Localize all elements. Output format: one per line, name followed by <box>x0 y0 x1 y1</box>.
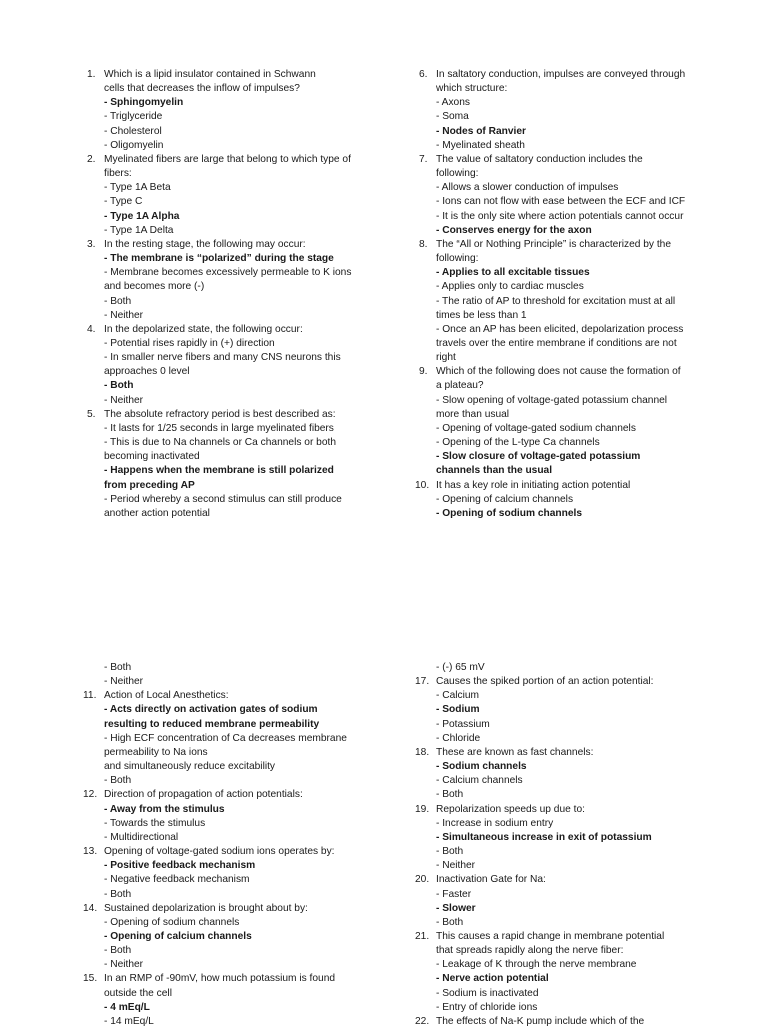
answer-option: - Triglyceride <box>104 111 163 123</box>
answer-option: - Opening of voltage-gated sodium channels <box>436 422 636 434</box>
answer-option: - Oligomyelin <box>104 139 164 151</box>
question-text: Inactivation Gate for Na: <box>436 874 546 886</box>
question-text: Action of Local Anesthetics: <box>104 690 229 702</box>
question-text: Causes the spiked portion of an action potential: <box>436 676 654 688</box>
answer-option: - Both <box>104 775 132 787</box>
answer-option-correct: - Opening of calcium channels <box>104 930 252 942</box>
answer-option: - Myelinated sheath <box>436 139 525 151</box>
answer-option: - Increase in sodium entry <box>436 817 554 829</box>
question-text: following: <box>436 253 479 265</box>
answer-option: - Period whereby a second stimulus can still produce <box>104 493 342 505</box>
answer-option: - Allows a slower conduction of impulses <box>436 182 619 194</box>
question-text: cells that decreases the inflow of impulses? <box>104 83 300 95</box>
question-item <box>83 972 387 1029</box>
question-text: In an RMP of -90mV, how much potassium is found <box>104 973 336 985</box>
answer-option: - Slow opening of voltage-gated potassium channel <box>436 394 668 406</box>
question-item <box>415 675 719 746</box>
answer-option: - In smaller nerve fibers and many CNS neurons this <box>104 352 341 364</box>
answer-option: - Both <box>104 295 132 307</box>
answer-option: another action potential <box>104 507 210 519</box>
question-number: 1. <box>87 69 96 80</box>
question-item <box>83 845 387 902</box>
answer-option-correct: - Away from the stimulus <box>104 803 225 815</box>
question-text: Myelinated fibers are large that belong to which type of <box>104 153 351 165</box>
question-number: 4. <box>87 323 96 335</box>
answer-option: - Faster <box>436 888 472 900</box>
question-text: In the resting stage, the following may occur: <box>104 238 306 250</box>
answer-option: - Opening of sodium channels <box>104 916 240 928</box>
answer-option: - Ions can not flow with ease between the ECF and ICF <box>436 196 686 208</box>
answer-option: - Potassium <box>436 718 490 730</box>
question-item <box>83 788 387 845</box>
question-text: In the depolarized state, the following occur: <box>104 323 303 335</box>
question-text: The “All or Nothing Principle” is characterized by the <box>436 238 671 250</box>
column-bottom-left <box>83 661 387 1029</box>
answer-option: - Both <box>104 945 132 957</box>
answer-option: - Both <box>436 789 464 801</box>
answer-option-correct: - The membrane is “polarized” during the stage <box>104 253 334 265</box>
answer-option-correct: resulting to reduced membrane permeability <box>104 718 320 730</box>
answer-option: - The ratio of AP to threshold for excitation must at all <box>436 295 676 307</box>
question-number: 5. <box>87 408 96 420</box>
answer-option: - Both <box>104 888 132 900</box>
question-text: The effects of Na-K pump include which of the <box>436 1015 645 1027</box>
answer-option: - High ECF concentration of Ca decreases membrane <box>104 732 347 744</box>
answer-option: - Neither <box>104 959 144 971</box>
question-item <box>415 746 719 803</box>
answer-option: - 14 mEq/L <box>104 1015 154 1027</box>
answer-option: - Sodium is inactivated <box>436 987 539 999</box>
answer-option-correct: - Slow closure of voltage-gated potassium <box>436 451 641 463</box>
answer-option: approaches 0 level <box>104 366 190 378</box>
answer-option-correct: - Type 1A Alpha <box>104 210 180 222</box>
question-item <box>419 238 719 365</box>
question-number: 6. <box>419 69 428 80</box>
question-item <box>87 323 387 408</box>
answer-option-correct: - Applies to all excitable tissues <box>436 267 590 279</box>
question-item <box>415 930 719 1015</box>
question-text: that spreads rapidly along the nerve fiber: <box>436 945 624 957</box>
question-text: This causes a rapid change in membrane potential <box>436 930 665 942</box>
question-number: 9. <box>419 366 428 378</box>
question-item <box>87 68 387 153</box>
question-number: 22. <box>415 1015 430 1027</box>
question-number: 10. <box>415 479 430 491</box>
answer-option: becoming inactivated <box>104 451 200 463</box>
answer-option-correct: from preceding AP <box>104 479 195 491</box>
question-item <box>87 238 387 323</box>
answer-option: - Neither <box>436 860 476 872</box>
answer-option-correct: - Positive feedback mechanism <box>104 860 256 872</box>
answer-option-correct: - Both <box>104 380 134 392</box>
question-text: outside the cell <box>104 987 172 999</box>
answer-option: - It is the only site where action potentials cannot occur <box>436 210 684 222</box>
answer-option: - Negative feedback mechanism <box>104 874 250 886</box>
question-text: a plateau? <box>436 380 484 392</box>
question-text: The absolute refractory period is best described as: <box>104 408 336 420</box>
answer-option-correct: - Opening of sodium channels <box>436 507 583 519</box>
answer-option: and simultaneously reduce excitability <box>104 761 276 773</box>
answer-option: right <box>436 352 456 364</box>
question-item <box>87 153 387 238</box>
answer-option-correct: - Simultaneous increase in exit of potassium <box>436 831 652 843</box>
answer-option: - Applies only to cardiac muscles <box>436 281 584 293</box>
question-text: following: <box>436 168 479 180</box>
question-text: The value of saltatory conduction includes the <box>436 153 643 165</box>
answer-option: - Both <box>436 846 464 858</box>
question-number: 8. <box>419 238 428 250</box>
answer-option: - Membrane becomes excessively permeable to K ions <box>104 267 352 279</box>
question-text: Repolarization speeds up due to: <box>436 803 585 815</box>
question-item <box>419 153 719 238</box>
question-item <box>415 1015 719 1029</box>
answer-option-correct: - Sphingomyelin <box>104 97 184 109</box>
answer-option: - Leakage of K through the nerve membrane <box>436 959 637 971</box>
question-item <box>415 873 719 930</box>
answer-option: - Multidirectional <box>104 831 179 843</box>
question-item <box>83 689 387 788</box>
question-text: Direction of propagation of action potentials: <box>104 789 303 801</box>
question-number: 2. <box>87 153 96 165</box>
answer-option: permeability to Na ions <box>104 746 208 758</box>
answer-option: travels over the entire membrane if conditions are not <box>436 337 677 349</box>
question-number: 3. <box>87 238 96 250</box>
question-text: Sustained depolarization is brought about by: <box>104 902 308 914</box>
answer-option: - Calcium <box>436 690 480 702</box>
answer-option-correct: - Conserves energy for the axon <box>436 224 592 236</box>
question-item <box>419 68 719 153</box>
answer-option: - This is due to Na channels or Ca channels or both <box>104 437 336 449</box>
question-text: These are known as fast channels: <box>436 746 594 758</box>
question-text: Which is a lipid insulator contained in Schwann <box>104 69 316 80</box>
answer-option: - Neither <box>104 309 144 321</box>
question-number: 17. <box>415 676 430 688</box>
answer-option-correct: - Acts directly on activation gates of sodium <box>104 704 318 716</box>
answer-option: and becomes more (-) <box>104 281 205 293</box>
answer-option: - Potential rises rapidly in (+) direction <box>104 337 275 349</box>
continued-option: - (-) 65 mV <box>436 662 485 673</box>
question-text: which structure: <box>436 83 508 95</box>
question-item <box>83 902 387 973</box>
answer-option: times be less than 1 <box>436 309 527 321</box>
answer-option: - Type C <box>104 196 143 208</box>
question-number: 19. <box>415 803 430 815</box>
question-text: In saltatory conduction, impulses are conveyed through <box>436 69 686 80</box>
continued-option: - Both <box>104 662 132 673</box>
answer-option: - Both <box>436 916 464 928</box>
question-item <box>419 365 719 478</box>
question-item <box>415 803 719 874</box>
answer-option: - Axons <box>436 97 470 109</box>
question-text: fibers: <box>104 168 132 180</box>
question-number: 20. <box>415 874 430 886</box>
column-bottom-right <box>415 661 719 1029</box>
answer-option: - Type 1A Delta <box>104 224 174 236</box>
question-number: 15. <box>83 973 98 985</box>
continued-option: - Neither <box>104 676 144 688</box>
answer-option-correct: - Happens when the membrane is still polarized <box>104 465 334 477</box>
question-text: Opening of voltage-gated sodium ions operates by: <box>104 846 335 858</box>
answer-option-correct: - 4 mEq/L <box>104 1001 150 1013</box>
answer-option: - Chloride <box>436 732 481 744</box>
answer-option: - It lasts for 1/25 seconds in large myelinated fibers <box>104 422 334 434</box>
answer-option: - Towards the stimulus <box>104 817 206 829</box>
question-number: 14. <box>83 902 98 914</box>
answer-option-correct: - Slower <box>436 902 476 914</box>
question-number: 18. <box>415 746 430 758</box>
answer-option: - Cholesterol <box>104 125 162 137</box>
question-number: 21. <box>415 930 430 942</box>
answer-option-correct: - Nerve action potential <box>436 973 549 985</box>
question-text: Which of the following does not cause the formation of <box>436 366 681 378</box>
question-number: 12. <box>83 789 98 801</box>
column-top-left <box>87 68 387 521</box>
question-number: 11. <box>83 690 97 702</box>
answer-option-correct: - Sodium channels <box>436 761 527 773</box>
answer-option: - Entry of chloride ions <box>436 1001 538 1013</box>
question-item <box>87 408 387 521</box>
answer-option-correct: - Sodium <box>436 704 480 716</box>
column-top-right <box>415 68 719 521</box>
answer-option: more than usual <box>436 408 510 420</box>
question-item <box>415 479 719 521</box>
answer-option-correct: - Nodes of Ranvier <box>436 125 527 137</box>
answer-option: - Once an AP has been elicited, depolarization process <box>436 323 684 335</box>
question-number: 7. <box>419 153 428 165</box>
answer-option: - Neither <box>104 394 144 406</box>
answer-option: - Opening of calcium channels <box>436 493 574 505</box>
answer-option: - Type 1A Beta <box>104 182 171 194</box>
question-number: 13. <box>83 846 98 858</box>
answer-option-correct: channels than the usual <box>436 465 553 477</box>
answer-option: - Soma <box>436 111 469 123</box>
answer-option: - Opening of the L-type Ca channels <box>436 437 600 449</box>
question-text: It has a key role in initiating action potential <box>436 479 631 491</box>
answer-option: - Calcium channels <box>436 775 523 787</box>
